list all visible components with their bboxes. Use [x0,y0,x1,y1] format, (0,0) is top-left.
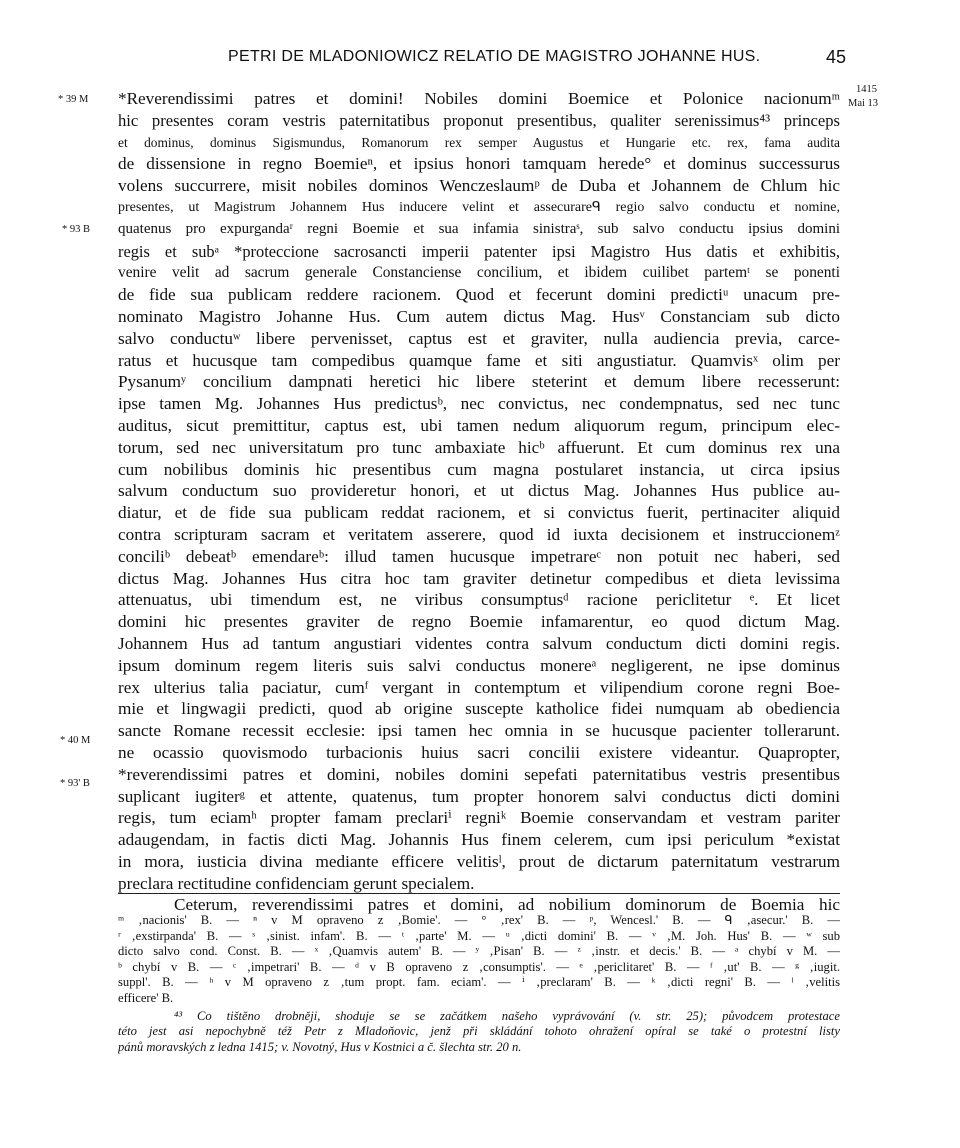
text-line: rex ulterius talia paciatur, cumᶠ vergant in contemptum et vilipendium corone regni Boe- [118,677,840,697]
text-line: ipse tamen Mg. Johannes Hus predictusᵇ, nec convictus, nec condempnatus, sed nec tunc [118,394,840,414]
text-line: adaugendam, in factis dicti Mag. Johannis Hus finem celerem, cum ipsi periculum *existat [118,830,840,850]
text-line: ratus et hucusque tam compedibus quamque fame et siti angustiatur. Quamvisˣ olim per [118,350,840,370]
text-line: cum nobilibus dominis hic presentibus cum magna postularet instancia, ut circa ipsius [118,459,840,479]
text-line: ipsum dominum regem literis suis salvi conductus monereᵃ negligerent, ne ipse dominus [118,655,840,675]
text-line: Ceterum, reverendissimi patres et domini, ad nobilium dominorum de Boemia hic [174,895,840,915]
text-line: hic presentes coram vestris paternitatibus proponut presentibus, qualiter serenissimus⁴³ princeps [118,110,840,130]
text-line: salvo conductuʷ libere pervenisset, captus est et graviter, nulla audiencia previa, carce- [118,328,840,348]
margin-ref-93b: * 93 B [62,224,91,235]
text-line: ne ocassio quovismodo turbacionis huius sacri concilii existere videantur. Quapropter, [118,742,840,762]
text-line: sancte Romane recessit ecclesie: ipsi tamen hec omnia in se hucusque pacienter tollerarunt. [118,721,840,741]
footnote-line: ᵇ chybí v B. — ᶜ ‚impetrari' B. — ᵈ v B opraveno z ‚consumptis'. — ᵉ ‚periclitaret' B. — ᶠ ‚ut' B. — ᵍ ‚iugit. [118,959,840,974]
text-line: Pysanumʸ concilium dampnati heretici hic libere steterint et demum libere recesserunt: [118,372,840,392]
text-line: attenuatus, ubi timendum est, ne viribus consumptusᵈ racione periclitetur ᵉ. Et licet [118,590,840,610]
text-line: dictus Mag. Johannes Hus citra hoc tam graviter detinetur compedibus et dieta levissima [118,568,840,588]
text-line: presentes, ut Magistrum Johannem Hus inducere velint et assecurareᑫ regio salvo conductu et nomine, [118,199,840,215]
text-line: domini hic presentes graviter de regno Boemie infamarentur, eo quod dictum Mag. [118,612,840,632]
margin-date-year: 1415 [856,84,877,95]
text-line: nominato Magistro Johanne Hus. Cum autem dictus Mag. Husᵛ Constanciam sub dicto [118,306,840,326]
text-line: *reverendissimi patres et domini, nobiles domini sepefati paternitatibus vestris presentibus [118,764,840,784]
footnote-line: této jest asi nepochybně též Petr z Mladoňovic, jenž při skládání tohoto ohražení opíral se také o protestní listy [118,1024,840,1039]
text-line: suplicant iugiterᵍ et attente, quatenus, tum propter honorem salvi conductus dicti domini [118,786,840,806]
text-line: regis et subᵃ *proteccione sacrosancti imperii patenter ipsi Magistro Hus datis et exhibitis, [118,241,840,261]
text-line: conciliᵇ debeatᵇ emendareᵇ: illud tamen hucusque impetrareᶜ non potuit nec haberi, sed [118,546,840,566]
text-line: regis, tum eciamʰ propter famam preclariⁱ regniᵏ Boemie conservandam et vestram pariter [118,808,840,828]
text-line: venire velit ad sacrum generale Constanciense concilium, et ibidem cuilibet partemᵗ se ponenti [118,264,840,282]
text-line: salvum conductum suo provideretur honori, et ut dictus Mag. Johannes Hus publice au- [118,481,840,501]
main-text [118,88,840,916]
margin-ref-40m: * 40 M [60,735,91,746]
text-line: torum, sed nec universitatum pro tunc ambaxiate hicᵇ affuerunt. Et cum dominus rex una [118,437,840,457]
footnote-line: ᵐ ‚nacionis' B. — ⁿ v M opraveno z ‚Bomie'. — ° ‚rex' B. — ᵖ, Wencesl.' B. — ᑫ ‚asecur.' B. — [118,913,840,927]
footnotes [118,913,840,1055]
text-line: preclara rectitudine confidenciam gerunt specialem. [118,873,475,893]
page-number: 45 [826,47,847,67]
footnote-line: ⁴³ Co tištěno drobněji, shoduje se se začátkem našeho vyprávování (v. str. 25); původcem protestace [174,1008,840,1023]
text-line: contra scripturam sacram et veritatem asserere, quod id iuxta decisionem et instruccionemᶻ [118,524,840,544]
text-line: volens succurrere, misit nobiles dominos Wenczeslaumᵖ de Duba et Johannem de Chlum hic [118,176,840,196]
margin-ref-39m: * 39 M [58,94,89,105]
footnote-line: efficere' B. [118,990,174,1005]
margin-ref-93prime-b: * 93' B [60,778,90,789]
footnote-line: pánů moravských z ledna 1415; v. Novotný, Hus v Kostnici a č. šlechta str. 20 n. [118,1039,522,1054]
text-line: Johannem Hus ad tantum angustiari videntes contra salvum conductum dicti domini regis. [118,633,840,653]
footnote-line: dicto salvo cond. Const. B. — ˣ ‚Quamvis autem' B. — ʸ ‚Pisan' B. — ᶻ ‚instr. et decis.' B. — ᵃ chybí v M. — [118,944,840,959]
footnote-line: suppl'. B. — ʰ v M opraveno z ‚tum propt. fam. eciam'. — ⁱ ‚preclaram' B. — ᵏ ‚dicti regni' B. — ˡ ‚velitis [118,975,840,990]
footnote-line: ʳ ‚exstirpanda' B. — ˢ ‚sinist. infam'. B. — ᵗ ‚parte' M. — ᵘ ‚dicti domini' B. — ᵛ ‚M. Joh. Hus' B. — ʷ sub [118,928,840,943]
running-title: PETRI DE MLADONIOWICZ RELATIO DE MAGISTRO JOHANNE HUS. [228,48,761,65]
text-line: diatur, et de fide sua publicam reddat racionem, et si convictus fuerit, pertinaciter aliquid [118,503,840,523]
text-line: auditus, sicut premittitur, captus est, ubi tamen nedum aliquorum regum, principum elec- [118,415,840,435]
text-line: quatenus pro expurgandaʳ regni Boemie et sua infamia sinistraˢ, sub salvo conductu ipsius domini [118,220,840,237]
text-line: mie et lingwagii predicti, quod ab origine suscepte katholice fidei numquam ab obediencia [118,699,840,719]
margin-date-day: Mai 13 [848,98,879,109]
footnote-rule [118,893,840,894]
text-line: et dominus, dominus Sigismundus, Romanorum rex semper Augustus et Hungarie etc. rex, fama audita [118,134,840,150]
text-line: de fide sua publicam reddere racionem. Quod et fecerunt domini predictiᵘ unacum pre- [118,285,840,305]
text-line: de dissensione in regno Boemieⁿ, et ipsius honori tamquam herede° et dominus successurus [118,154,840,174]
text-line: *Reverendissimi patres et domini! Nobiles domini Boemice et Polonice nacionumᵐ [118,89,840,108]
text-line: in mora, iusticia divina mediante efficere velitisˡ, prout de dictarum paternitatum vestrarum [118,851,840,871]
